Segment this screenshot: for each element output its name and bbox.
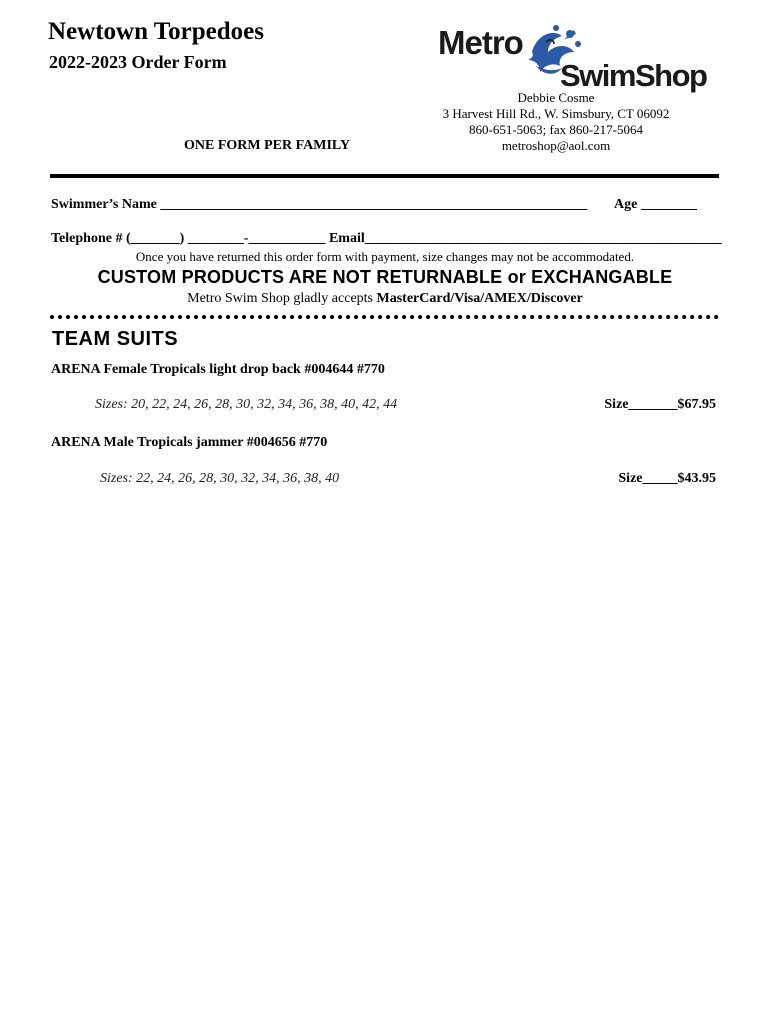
payment-accepted-line	[0, 291, 770, 307]
header-divider	[50, 174, 719, 178]
telephone-blank[interactable]: (_______) ________-___________	[125, 231, 326, 246]
dotted-divider	[50, 315, 719, 319]
phone-email-row[interactable]	[51, 231, 722, 247]
contact-address: 3 Harvest Hill Rd., W. Simsbury, CT 06092	[442, 106, 670, 121]
form-title: 2022-2023 Order Form	[49, 52, 227, 72]
product-name: ARENA Male Tropicals jammer #004656 #770	[51, 435, 328, 450]
product-price: $67.95	[677, 397, 716, 412]
swimmer-name-blank[interactable]: _____________________________________________________________	[160, 197, 588, 212]
accepted-cards: MasterCard/Visa/AMEX/Discover	[376, 291, 583, 306]
logo-text-bottom: SwimShop	[560, 58, 707, 93]
contact-email: metroshop@aol.com	[501, 138, 611, 153]
metro-swimshop-logo	[436, 22, 716, 94]
product-sizes: Sizes: 20, 22, 24, 26, 28, 30, 32, 34, 36, 38, 40, 42, 44	[95, 397, 398, 412]
contact-name: Debbie Cosme	[517, 90, 595, 105]
size-change-notice: Once you have returned this order form with payment, size changes may not be accommodated.	[135, 249, 635, 264]
section-title: TEAM SUITS	[52, 328, 179, 350]
size-blank[interactable]: Size_______	[604, 397, 678, 412]
product-name: ARENA Female Tropicals light drop back #004644 #770	[51, 362, 385, 377]
telephone-label: Telephone #	[51, 231, 123, 246]
logo-text-top: Metro	[438, 24, 523, 61]
swimmer-name-field[interactable]	[51, 197, 587, 213]
one-form-notice: ONE FORM PER FAMILY	[184, 138, 351, 153]
product-sizes: Sizes: 22, 24, 26, 28, 30, 32, 34, 36, 38, 40	[100, 471, 340, 486]
swimmer-name-label: Swimmer’s Name	[51, 197, 157, 212]
accepts-prefix: Metro Swim Shop gladly accepts	[187, 291, 377, 306]
custom-products-notice: CUSTOM PRODUCTS ARE NOT RETURNABLE or EXCHANGABLE	[97, 267, 673, 287]
contact-phone-fax: 860-651-5063; fax 860-217-5064	[468, 122, 644, 137]
product-size-price[interactable]	[604, 397, 716, 413]
email-blank[interactable]: ___________________________________________________	[364, 231, 722, 246]
team-name: Newtown Torpedoes	[48, 18, 264, 45]
email-label: Email	[328, 231, 365, 246]
age-label: Age	[614, 197, 638, 212]
age-field[interactable]	[614, 197, 697, 213]
age-blank[interactable]: ________	[640, 197, 697, 212]
size-blank[interactable]: Size_____	[618, 471, 678, 486]
contact-block	[420, 90, 692, 154]
product-price: $43.95	[677, 471, 716, 486]
product-size-price[interactable]	[618, 471, 716, 487]
